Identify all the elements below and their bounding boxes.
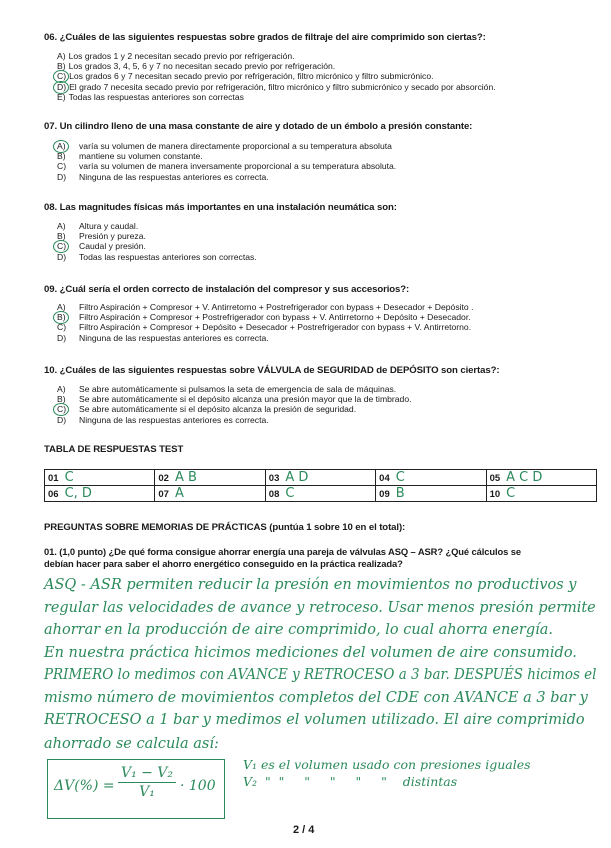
answer-number: 06 bbox=[48, 489, 59, 500]
option-text: Los grados 6 y 7 necesitan secado previo por refrigeración, filtro micrónico y filtro submicrónico. bbox=[69, 71, 434, 82]
answer-cell bbox=[155, 486, 265, 502]
answer-table bbox=[44, 469, 597, 502]
formula-denominator: V₁ bbox=[139, 784, 155, 800]
question-options bbox=[57, 221, 257, 262]
answer-cell bbox=[376, 486, 486, 502]
option-letter-text: B) bbox=[57, 312, 66, 323]
option-letter-text: A) bbox=[57, 141, 66, 151]
option-letter-text: D) bbox=[57, 251, 67, 262]
option-letter-text: C) bbox=[57, 161, 67, 172]
page-number: 2 / 4 bbox=[293, 824, 315, 836]
option-text: Los grados 3, 4, 5, 6 y 7 no necesitan secado previo por refrigeración. bbox=[68, 61, 336, 72]
answer-option bbox=[57, 322, 473, 332]
option-letter-text: D) bbox=[57, 414, 67, 425]
practicas-title: PREGUNTAS SOBRE MEMORIAS DE PRÁCTICAS (puntúa 1 sobre 10 en el total): bbox=[44, 522, 406, 533]
handwritten-line: mismo número de movimientos completos del CDE con AVANCE a 3 bar y bbox=[44, 689, 588, 706]
handwritten-answer-value: B bbox=[395, 486, 405, 501]
handwritten-line: PRIMERO lo medimos con AVANCE y RETROCESO a 3 bar. DESPUÉS hicimos el bbox=[44, 667, 597, 683]
formula-numerator: V₁ − V₂ bbox=[120, 765, 174, 781]
question-title: 06. ¿Cuáles de las siguientes respuestas sobre grados de filtraje del aire comprimido son ciertas?: bbox=[44, 32, 486, 43]
option-letter-text: D) bbox=[57, 81, 67, 92]
option-letter-text: C) bbox=[57, 322, 67, 333]
answer-cell bbox=[486, 470, 596, 486]
option-letter bbox=[57, 404, 79, 414]
answer-number: 09 bbox=[379, 489, 390, 500]
question-title: 08. Las magnitudes físicas más importantes en una instalación neumática son: bbox=[44, 202, 397, 213]
option-letter bbox=[57, 172, 79, 182]
option-letter-text: C) bbox=[57, 404, 67, 415]
option-letter-text: D) bbox=[57, 332, 67, 343]
formula-lhs: ΔV(%) = bbox=[54, 778, 115, 794]
answer-option bbox=[57, 302, 473, 312]
answer-table-title: TABLA DE RESPUESTAS TEST bbox=[44, 444, 184, 455]
option-letter-text: D) bbox=[57, 171, 67, 182]
answer-table-row bbox=[45, 486, 597, 502]
answer-option bbox=[57, 252, 257, 262]
question-title: 07. Un cilindro lleno de una masa constante de aire y dotado de un émbolo a presión constante: bbox=[44, 121, 473, 132]
fraction-bar bbox=[118, 782, 176, 783]
question-options bbox=[57, 51, 496, 102]
answer-option bbox=[57, 151, 396, 161]
option-text: Presión y pureza. bbox=[79, 231, 146, 242]
option-letter-text: B) bbox=[57, 231, 66, 242]
answer-number: 07 bbox=[158, 489, 169, 500]
option-letter-text: B) bbox=[57, 394, 66, 405]
answer-cell bbox=[45, 486, 155, 502]
handwritten-line: regular las velocidades de avance y retroceso. Usar menos presión permite bbox=[44, 599, 596, 616]
formula-rhs: · 100 bbox=[180, 778, 216, 794]
option-text: Filtro Aspiración + Compresor + V. Antirretorno + Postrefrigerador con bypass + Desecador + Depósito . bbox=[79, 302, 474, 312]
handwritten-line: En nuestra práctica hicimos mediciones del volumen de aire consumido. bbox=[44, 644, 577, 661]
answer-table-row bbox=[45, 470, 597, 486]
handwritten-answer-value: A B bbox=[174, 470, 197, 485]
answer-number: 01 bbox=[48, 473, 59, 484]
practicas-question-line-1: 01. (1,0 punto) ¿De qué forma consigue ahorrar energía una pareja de válvulas ASQ – ASR? ¿Qué cálculos se bbox=[44, 546, 521, 557]
option-text: mantiene su volumen constante. bbox=[79, 151, 203, 162]
option-letter bbox=[57, 241, 79, 251]
option-text: Todas las respuestas anteriores son correctas bbox=[68, 91, 244, 102]
option-letter bbox=[57, 82, 66, 92]
answer-option bbox=[57, 161, 396, 171]
option-letter bbox=[57, 221, 79, 231]
option-letter-text: B) bbox=[57, 151, 66, 162]
option-letter bbox=[57, 333, 79, 343]
note-line-2: V₂ " " " " " " distintas bbox=[243, 774, 458, 789]
handwritten-line: ASQ - ASR permiten reducir la presión en movimientos no productivos y bbox=[44, 577, 577, 593]
answer-option bbox=[57, 82, 496, 92]
option-letter-text: C) bbox=[57, 71, 67, 82]
option-text: varía su volumen de manera directamente proporcional a su temperatura absoluta bbox=[79, 141, 392, 151]
answer-option bbox=[57, 92, 496, 102]
question-options bbox=[57, 302, 473, 343]
handwritten-answer-value: A C D bbox=[506, 470, 543, 485]
answer-option bbox=[57, 312, 473, 322]
option-text: Altura y caudal. bbox=[79, 221, 139, 231]
option-text: varía su volumen de manera inversamente proporcional a su temperatura absoluta. bbox=[79, 161, 397, 172]
practicas-question-line-2: debían hacer para saber el ahorro energético conseguido en la práctica realizada? bbox=[44, 558, 403, 569]
option-letter bbox=[57, 384, 79, 394]
option-letter bbox=[57, 415, 79, 425]
answer-option bbox=[57, 221, 257, 231]
option-letter-text: E) bbox=[57, 91, 66, 102]
option-text: Filtro Aspiración + Compresor + Postrefrigerador con bypass + V. Antirretorno + Depósito + Desecador. bbox=[79, 312, 471, 323]
answer-option bbox=[57, 51, 496, 61]
handwritten-answer-value: A bbox=[174, 486, 184, 501]
handwritten-answer-value: A D bbox=[285, 470, 309, 485]
question-title: 09. ¿Cuál sería el orden correcto de instalación del compresor y sus accesorios?: bbox=[44, 284, 410, 295]
answer-option bbox=[57, 404, 412, 414]
answer-option bbox=[57, 231, 257, 241]
answer-cell bbox=[265, 486, 375, 502]
option-letter bbox=[57, 322, 79, 332]
question-options bbox=[57, 384, 412, 425]
answer-option bbox=[57, 141, 396, 151]
option-text: Ninguna de las respuestas anteriores es correcta. bbox=[79, 332, 269, 343]
answer-cell bbox=[486, 486, 596, 502]
handwritten-answer-value: C bbox=[64, 470, 74, 485]
answer-option bbox=[57, 172, 396, 182]
option-letter bbox=[57, 51, 66, 61]
option-letter-text: A) bbox=[57, 384, 66, 394]
option-text: Los grados 1 y 2 necesitan secado previo por refrigeración. bbox=[68, 51, 295, 61]
answer-option bbox=[57, 394, 412, 404]
note-line-1: V₁ es el volumen usado con presiones iguales bbox=[243, 757, 531, 772]
option-text: Ninguna de las respuestas anteriores es correcta. bbox=[79, 414, 269, 425]
option-text: Se abre automáticamente si el depósito alcanza una presión mayor que la de timbrado. bbox=[79, 394, 412, 405]
option-text: Filtro Aspiración + Compresor + Depósito + Desecador + Postrefrigerador con bypass + V. Antirretorno. bbox=[79, 322, 472, 333]
answer-option bbox=[57, 71, 496, 81]
option-letter bbox=[57, 252, 79, 262]
answer-cell bbox=[265, 470, 375, 486]
formula-fraction bbox=[118, 765, 176, 800]
answer-option bbox=[57, 333, 473, 343]
option-letter-text: B) bbox=[57, 61, 66, 72]
handwritten-line: ahorrado se calcula así: bbox=[44, 736, 219, 752]
answer-option bbox=[57, 61, 496, 71]
option-letter-text: A) bbox=[57, 302, 66, 312]
answer-number: 08 bbox=[268, 489, 280, 500]
question-options bbox=[57, 141, 396, 182]
handwritten-answer-value: C, D bbox=[64, 486, 92, 501]
option-letter-text: A) bbox=[57, 221, 66, 231]
option-text: Todas las respuestas anteriores son correctas. bbox=[79, 251, 257, 262]
answer-cell bbox=[376, 470, 486, 486]
option-letter-text: A) bbox=[57, 51, 66, 61]
handwritten-answer-value: C bbox=[506, 486, 516, 501]
option-text: Ninguna de las respuestas anteriores es correcta. bbox=[79, 171, 269, 182]
answer-number: 05 bbox=[489, 473, 501, 484]
option-letter bbox=[57, 92, 66, 102]
answer-option bbox=[57, 241, 257, 251]
answer-number: 10 bbox=[489, 489, 501, 500]
option-letter bbox=[57, 151, 79, 161]
answer-number: 04 bbox=[379, 473, 390, 484]
answer-option bbox=[57, 384, 412, 394]
handwritten-line: RETROCESO a 1 bar y medimos el volumen utilizado. El aire comprimido bbox=[44, 712, 585, 728]
option-letter bbox=[57, 141, 79, 151]
option-letter bbox=[57, 312, 79, 322]
option-text: Se abre automáticamente si el depósito alcanza la presión de seguridad. bbox=[79, 404, 357, 415]
answer-option bbox=[57, 415, 412, 425]
handwritten-line: ahorrar en la producción de aire comprimido, lo cual ahorra energía. bbox=[44, 622, 554, 638]
option-text: El grado 7 necesita secado previo por refrigeración, filtro micrónico y filtro submicrónico y secado por absorción. bbox=[69, 81, 496, 92]
option-letter bbox=[57, 161, 79, 171]
handwritten-answer-value: C bbox=[395, 470, 405, 485]
answer-cell bbox=[45, 470, 155, 486]
option-text: Caudal y presión. bbox=[79, 241, 146, 252]
option-text: Se abre automáticamente si pulsamos la seta de emergencia de sala de máquinas. bbox=[79, 384, 397, 394]
handwritten-answer-value: C bbox=[285, 486, 295, 501]
answer-cell bbox=[155, 470, 265, 486]
answer-number: 02 bbox=[158, 473, 169, 484]
option-letter-text: C) bbox=[57, 241, 67, 252]
answer-number: 03 bbox=[268, 473, 280, 484]
question-title: 10. ¿Cuáles de las siguientes respuestas sobre VÁLVULA de SEGURIDAD de DEPÓSITO son ciertas?: bbox=[44, 365, 500, 376]
